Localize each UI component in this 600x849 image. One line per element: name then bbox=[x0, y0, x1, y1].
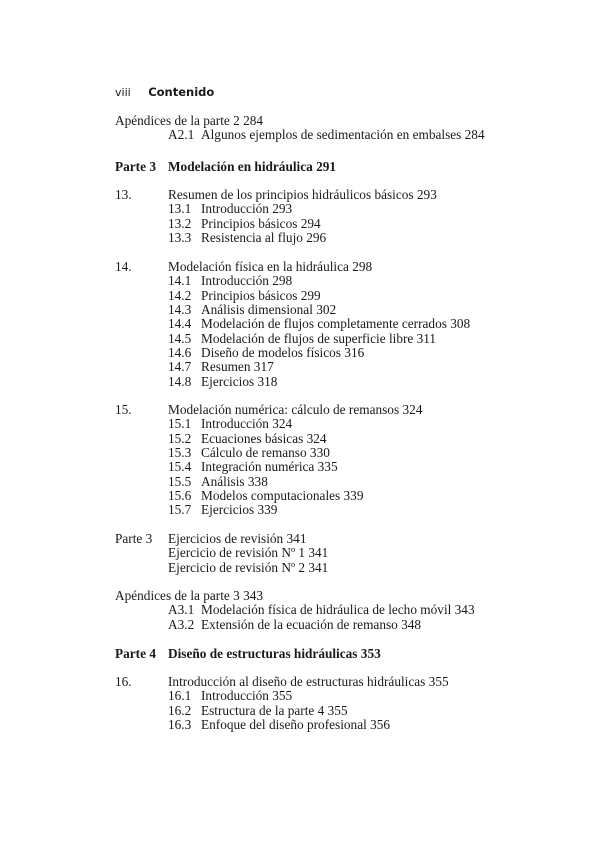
toc-text: Introducción 298 bbox=[201, 273, 293, 289]
toc-subentry bbox=[168, 217, 321, 231]
toc-text: A3.2 bbox=[168, 616, 195, 632]
toc-appendix bbox=[115, 589, 263, 603]
toc-text: Resumen 317 bbox=[201, 359, 274, 375]
toc-text: Introducción 293 bbox=[201, 201, 293, 217]
toc-subentry bbox=[168, 603, 475, 617]
toc-part-heading bbox=[115, 160, 336, 174]
toc-text: Principios básicos 299 bbox=[201, 287, 321, 303]
toc-text: Introducción 324 bbox=[201, 416, 293, 432]
toc-text: 15.5 bbox=[168, 473, 192, 489]
toc-text: Resumen de los principios hidráulicos básicos 293 bbox=[168, 187, 437, 202]
toc-text: 14.2 bbox=[168, 287, 192, 303]
page-number: viii bbox=[115, 86, 131, 99]
toc-subentry bbox=[168, 475, 268, 489]
toc-subentry bbox=[168, 561, 328, 575]
toc-subentry bbox=[168, 375, 277, 389]
toc-subentry bbox=[168, 432, 327, 446]
toc-text: 14. bbox=[115, 259, 132, 274]
toc-text: 13.2 bbox=[168, 215, 192, 231]
toc-subentry bbox=[168, 417, 292, 431]
toc-subentry bbox=[168, 346, 364, 360]
toc-text: 13.3 bbox=[168, 230, 192, 246]
toc-subentry bbox=[168, 317, 470, 331]
toc-subentry bbox=[168, 689, 292, 703]
toc-text: Modelación en hidráulica 291 bbox=[168, 159, 337, 174]
toc-text: 16.3 bbox=[168, 717, 192, 733]
toc-text: Extensión de la ecuación de remanso 348 bbox=[201, 616, 422, 632]
toc-review bbox=[115, 532, 306, 546]
toc-subentry bbox=[168, 460, 338, 474]
toc-text: A2.1 bbox=[168, 127, 195, 143]
toc-text: Introducción 355 bbox=[201, 688, 293, 704]
toc-text: 16.1 bbox=[168, 688, 192, 704]
toc-subentry bbox=[168, 202, 292, 216]
toc-text: Principios básicos 294 bbox=[201, 215, 321, 231]
toc-text: 13.1 bbox=[168, 201, 192, 217]
toc-text: 15.3 bbox=[168, 445, 192, 461]
toc-text: Análisis dimensional 302 bbox=[201, 302, 337, 318]
toc-text: 14.3 bbox=[168, 302, 192, 318]
toc-text: Diseño de modelos físicos 316 bbox=[201, 345, 365, 361]
toc-text: Modelación numérica: cálculo de remansos 324 bbox=[168, 402, 423, 417]
toc-text: Ejercicios de revisión 341 bbox=[168, 531, 307, 546]
toc-text: Ejercicios 339 bbox=[201, 502, 278, 518]
toc-text: Algunos ejemplos de sedimentación en embalses 284 bbox=[201, 127, 485, 143]
toc-subentry bbox=[168, 503, 277, 517]
toc-subentry bbox=[168, 332, 436, 346]
toc-text: Ejercicio de revisión Nº 2 341 bbox=[168, 559, 329, 575]
toc-text: Parte 3 bbox=[115, 531, 153, 546]
toc-text: 14.6 bbox=[168, 345, 192, 361]
page-title: Contenido bbox=[148, 85, 215, 99]
toc-text: Resistencia al flujo 296 bbox=[201, 230, 327, 246]
toc-chapter bbox=[115, 675, 449, 689]
toc-text: 15. bbox=[115, 402, 132, 417]
toc-chapter bbox=[115, 188, 437, 202]
toc-subentry bbox=[168, 618, 421, 632]
toc-text: Cálculo de remanso 330 bbox=[201, 445, 330, 461]
toc-text: Apéndices de la parte 2 284 bbox=[115, 113, 264, 128]
toc-text: Modelación de flujos completamente cerrados 308 bbox=[201, 316, 471, 332]
toc-subentry bbox=[168, 231, 326, 245]
toc-subentry bbox=[168, 446, 330, 460]
toc-text: Introducción al diseño de estructuras hidráulicas 355 bbox=[168, 674, 449, 689]
toc-text: 15.7 bbox=[168, 502, 192, 518]
toc-subentry bbox=[168, 360, 274, 374]
toc-text: 14.4 bbox=[168, 316, 192, 332]
toc-text: 15.6 bbox=[168, 488, 192, 504]
running-header bbox=[115, 85, 214, 100]
toc-text: A3.1 bbox=[168, 602, 195, 618]
toc-text: Ejercicios 318 bbox=[201, 373, 278, 389]
toc-part-heading bbox=[115, 647, 381, 661]
toc-text: Parte 3 bbox=[115, 159, 156, 174]
toc-text: 15.1 bbox=[168, 416, 192, 432]
toc-text: Ecuaciones básicas 324 bbox=[201, 430, 327, 446]
toc-text: Ejercicio de revisión Nº 1 341 bbox=[168, 545, 329, 561]
toc-subentry bbox=[168, 274, 292, 288]
toc-text: 15.4 bbox=[168, 459, 192, 475]
toc-text: 13. bbox=[115, 187, 132, 202]
toc-text: Modelos computacionales 339 bbox=[201, 488, 364, 504]
toc-text: 14.8 bbox=[168, 373, 192, 389]
toc-subentry bbox=[168, 303, 336, 317]
toc-chapter bbox=[115, 403, 422, 417]
toc-text: 16. bbox=[115, 674, 132, 689]
toc-subentry bbox=[168, 704, 348, 718]
toc-text: Análisis 338 bbox=[201, 473, 268, 489]
toc-text: 14.7 bbox=[168, 359, 192, 375]
toc-appendix bbox=[115, 114, 263, 128]
toc-text: Parte 4 bbox=[115, 646, 156, 661]
toc-text: Integración numérica 335 bbox=[201, 459, 338, 475]
toc-subentry bbox=[168, 289, 321, 303]
toc-text: 14.5 bbox=[168, 330, 192, 346]
toc-subentry bbox=[168, 489, 363, 503]
toc-text: Enfoque del diseño profesional 356 bbox=[201, 717, 391, 733]
toc-chapter bbox=[115, 260, 372, 274]
toc-text: Modelación física de hidráulica de lecho móvil 343 bbox=[201, 602, 475, 618]
toc-subentry bbox=[168, 718, 390, 732]
toc-text: Diseño de estructuras hidráulicas 353 bbox=[168, 646, 381, 661]
toc-text: 15.2 bbox=[168, 430, 192, 446]
toc-text: Apéndices de la parte 3 343 bbox=[115, 588, 264, 603]
toc-subentry bbox=[168, 546, 328, 560]
toc-subentry bbox=[168, 128, 485, 142]
toc-text: Estructura de la parte 4 355 bbox=[201, 702, 348, 718]
toc-text: Modelación física en la hidráulica 298 bbox=[168, 259, 373, 274]
toc-text: Modelación de flujos de superficie libre 311 bbox=[201, 330, 437, 346]
toc-text: 14.1 bbox=[168, 273, 192, 289]
toc-text: 16.2 bbox=[168, 702, 192, 718]
